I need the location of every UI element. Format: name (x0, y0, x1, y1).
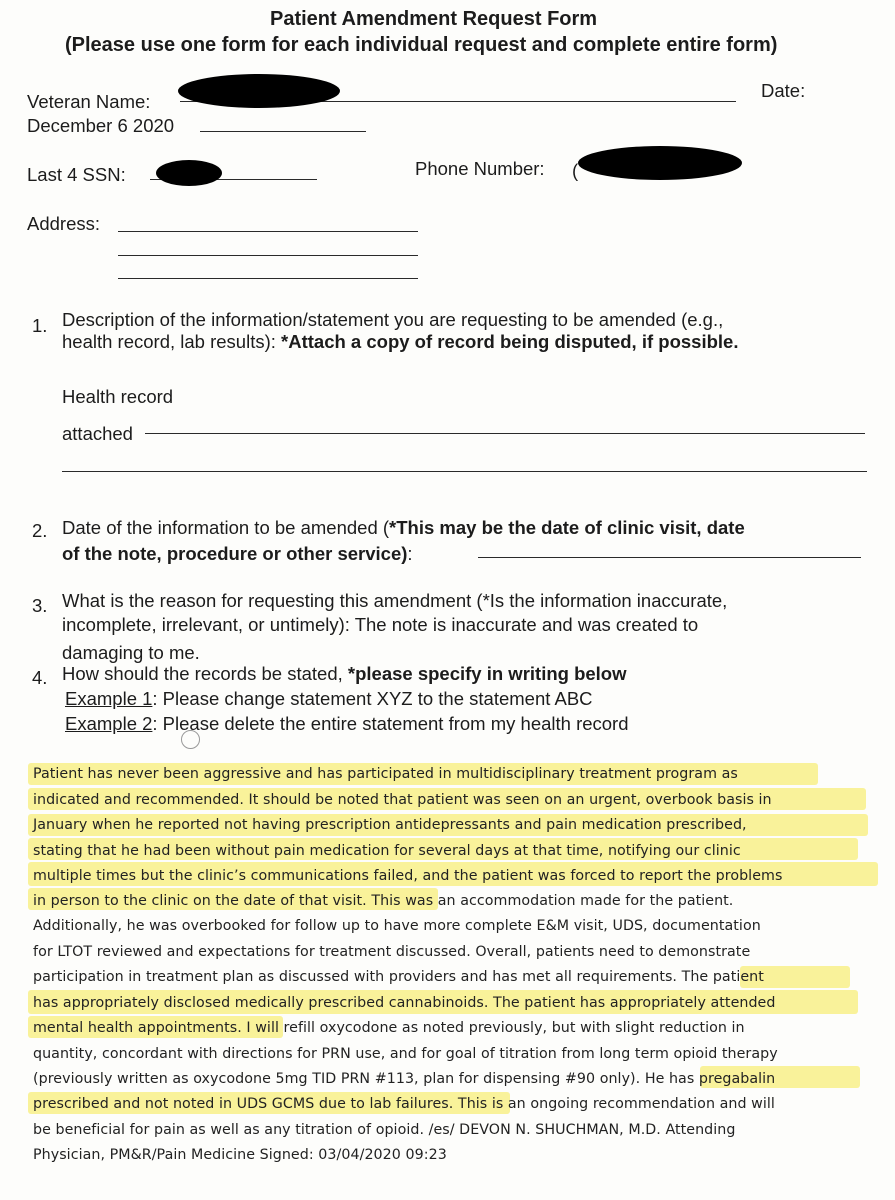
note-line: mental health appointments. I will refill oxycodone as noted previously, but with slight reduction in (33, 1020, 745, 1036)
cursor-circle-icon (181, 730, 200, 749)
note-line: prescribed and not noted in UDS GCMS due to lab failures. This is an ongoing recommendation and will (33, 1096, 775, 1112)
example-2: Example 2: Please delete the entire statement from my health record (65, 713, 629, 734)
address-label: Address: (27, 213, 101, 234)
question-1-answer-line1: Health record (62, 386, 174, 407)
question-2-answer-rule (478, 557, 861, 558)
date-line (200, 131, 366, 132)
date-label: Date: (761, 80, 806, 101)
note-line: Physician, PM&R/Pain Medicine Signed: 03/04/2020 09:23 (33, 1147, 447, 1163)
note-line: Additionally, he was overbooked for follow up to have more complete E&M visit, UDS, documentation (33, 918, 761, 934)
note-line: quantity, concordant with directions for PRN use, and for goal of titration from long term opioid therapy (33, 1046, 778, 1062)
note-line: has appropriately disclosed medically prescribed cannabinoids. The patient has appropriately attended (33, 995, 776, 1011)
note-line: January when he reported not having prescription antidepressants and pain medication prescribed, (33, 817, 747, 833)
note-line: multiple times but the clinic’s communications failed, and the patient was forced to report the problems (33, 868, 783, 884)
note-line: for LTOT reviewed and expectations for treatment discussed. Overall, patients need to demonstrate (33, 944, 751, 960)
phone-redaction (578, 146, 742, 180)
question-2-number: 2. (32, 520, 48, 541)
question-1-line1: Description of the information/statement you are requesting to be amended (e.g., (62, 309, 724, 330)
question-2-line1: Date of the information to be amended (*This may be the date of clinic visit, date (62, 517, 745, 538)
note-line: indicated and recommended. It should be noted that patient was seen on an urgent, overbook basis in (33, 792, 772, 808)
form-subtitle: (Please use one form for each individual request and complete entire form) (65, 34, 778, 56)
note-line: participation in treatment plan as discussed with providers and has met all requirements. The patient (33, 969, 764, 985)
question-1-answer-rule-1 (145, 433, 865, 434)
note-line: be beneficial for pain as well as any titration of opioid. /es/ DEVON N. SHUCHMAN, M.D. Attending (33, 1122, 736, 1138)
question-1-number: 1. (32, 315, 48, 336)
ssn-redaction (156, 160, 222, 186)
phone-label: Phone Number: (415, 158, 545, 179)
note-line: in person to the clinic on the date of that visit. This was an accommodation made for the patient. (33, 893, 734, 909)
note-line: stating that he had been without pain medication for several days at that time, notifying our clinic (33, 843, 741, 859)
question-2-line2: of the note, procedure or other service): (62, 543, 413, 564)
example-1: Example 1: Please change statement XYZ to the statement ABC (65, 688, 593, 709)
question-1-answer-rule-2 (62, 471, 867, 472)
ssn-label: Last 4 SSN: (27, 164, 126, 185)
question-3-line3: damaging to me. (62, 642, 200, 663)
note-line: (previously written as oxycodone 5mg TID PRN #113, plan for dispensing #90 only). He has pregabalin (33, 1071, 776, 1087)
veteran-name-label: Veteran Name: (27, 91, 151, 112)
veteran-name-redaction (178, 74, 340, 108)
question-4-line1: How should the records be stated, *please specify in writing below (62, 663, 627, 684)
address-line-1 (118, 231, 418, 232)
question-3-number: 3. (32, 595, 48, 616)
address-line-2 (118, 255, 418, 256)
question-4-number: 4. (32, 667, 48, 688)
address-line-3 (118, 278, 418, 279)
question-3-line1: What is the reason for requesting this amendment (*Is the information inaccurate, (62, 590, 728, 611)
question-1-answer-line2: attached (62, 423, 133, 444)
date-value: December 6 2020 (27, 115, 175, 136)
form-title: Patient Amendment Request Form (270, 8, 598, 30)
question-3-line2: incomplete, irrelevant, or untimely): The note is inaccurate and was created to (62, 614, 699, 635)
phone-paren: ( (572, 160, 579, 181)
question-1-line2: health record, lab results): *Attach a copy of record being disputed, if possible. (62, 331, 739, 352)
note-line: Patient has never been aggressive and has participated in multidisciplinary treatment program as (33, 766, 738, 782)
